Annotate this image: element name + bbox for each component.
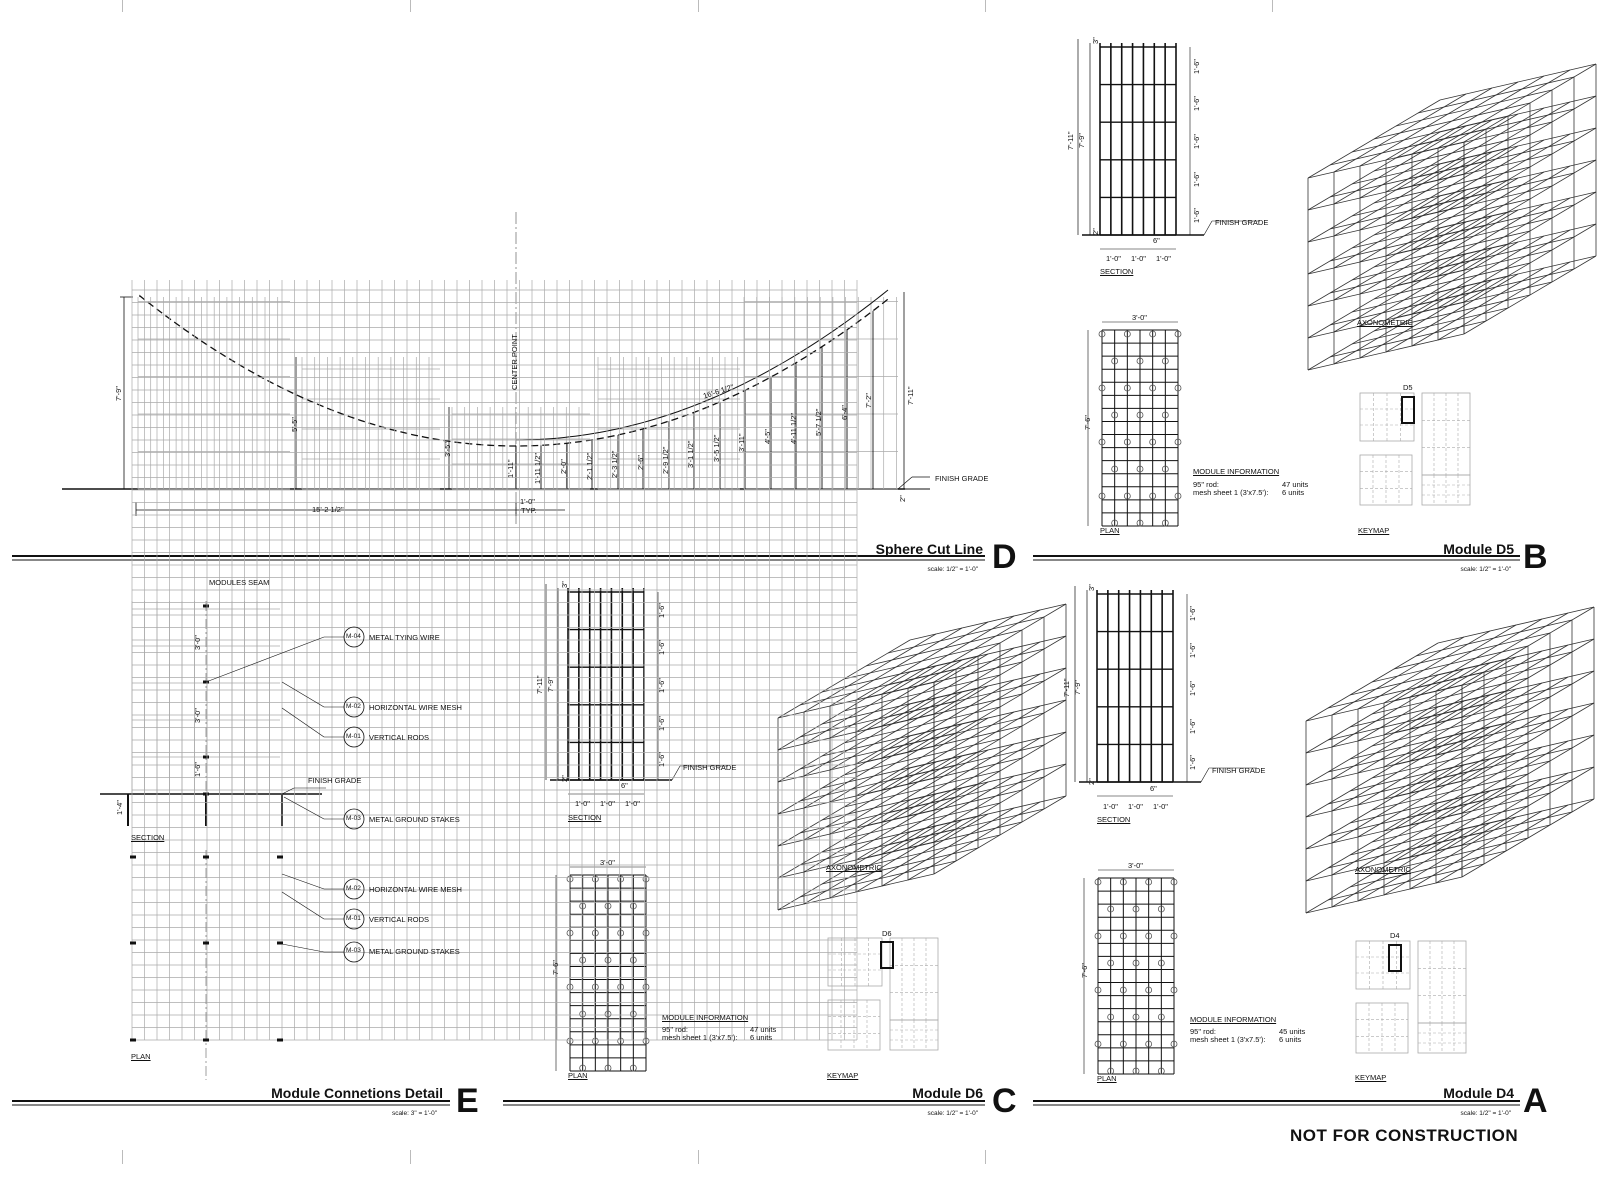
d5-section-leader [1204, 221, 1212, 235]
d6-overall-height: 7'-11" [535, 675, 544, 694]
d5-width-2: 1'-0" [1131, 254, 1146, 263]
d6-spacing-4: 1'-6" [657, 716, 666, 731]
d5-keymap-label: KEYMAP [1358, 526, 1390, 535]
d6-axo-line [778, 640, 910, 718]
d4-finish-grade: FINISH GRADE [1212, 766, 1266, 775]
typical-spacing: 1'-0" [520, 497, 535, 506]
d4-axo-line [1332, 669, 1464, 747]
panel-d-title: Sphere Cut Line [875, 541, 983, 557]
d6-axo-line [804, 730, 936, 808]
d6-plan-width: 3'-0" [600, 858, 615, 867]
d5-axo-line [1386, 242, 1518, 320]
d4-axo-line [1332, 637, 1464, 715]
d4-axo-line [1358, 759, 1490, 837]
finish-grade-label: FINISH GRADE [935, 474, 989, 483]
d4-axo-line [1436, 677, 1568, 755]
callout-leader [282, 874, 324, 889]
bottom-offset: 2" [898, 495, 907, 502]
e-section-label: SECTION [131, 833, 165, 842]
d4-axo-line [1410, 811, 1542, 889]
d4-spacing-2: 1'-6" [1188, 643, 1197, 658]
d6-axo-line [778, 768, 910, 846]
d5-spacing-3: 1'-6" [1192, 134, 1201, 149]
d5-axo-line [1360, 88, 1492, 166]
d5-axo-line [1412, 108, 1544, 186]
d4-info-item-1: 95" rod: [1190, 1027, 1217, 1036]
panel-a-letter: A [1523, 1082, 1548, 1120]
panel-c-title: Module D6 [912, 1085, 983, 1101]
callout-tag-m04: M-04 [346, 633, 361, 640]
right-height-dimension: 7'-11" [906, 386, 915, 405]
panel-c-scale: scale: 1/2" = 1'-0" [927, 1110, 978, 1117]
d4-width-2: 1'-0" [1128, 802, 1143, 811]
rod-height-4: 2'-1 1/2" [585, 452, 594, 480]
d5-overall-height: 7'-11" [1066, 131, 1075, 150]
callout-leader [282, 944, 324, 952]
d6-axo-line [856, 814, 988, 892]
d5-spacing-4: 1'-6" [1192, 172, 1201, 187]
d4-plan-width: 3'-0" [1128, 861, 1143, 870]
rod-height-6: 2'-6" [636, 455, 645, 470]
panel-b-title: Module D5 [1443, 541, 1514, 557]
not-for-construction-stamp: NOT FOR CONSTRUCTION [1290, 1126, 1519, 1145]
d4-axo-line [1384, 625, 1516, 703]
d6-axo-line [908, 738, 1040, 816]
panel-e-letter: E [456, 1082, 479, 1120]
d4-axo-line [1410, 715, 1542, 793]
d6-axo-line [856, 782, 988, 860]
d5-axo-line [1308, 292, 1440, 370]
d5-info-qty-1: 47 units [1282, 480, 1309, 489]
d6-width-1: 1'-0" [575, 799, 590, 808]
d5-axo-line [1438, 102, 1570, 180]
d6-key-tag: D6 [882, 929, 892, 938]
panel-c-letter: C [992, 1082, 1017, 1120]
d4-axo-line [1306, 739, 1438, 817]
d4-inner-dim: 6" [1150, 784, 1157, 793]
rod-height-2: 1'-11 1/2" [533, 452, 542, 484]
d5-axo-line [1334, 222, 1466, 300]
d5-spacing-5: 1'-6" [1192, 208, 1201, 223]
d6-info-item-2: mesh sheet 1 (3'x7.5'): [662, 1033, 738, 1042]
d4-info-qty-1: 45 units [1279, 1027, 1306, 1036]
d4-axo-line [1436, 741, 1568, 819]
d5-axonometric-label: AXONOMETRIC [1357, 318, 1413, 327]
leader [282, 788, 294, 794]
e-finish-grade: FINISH GRADE [308, 776, 362, 785]
d5-axo-line [1386, 178, 1518, 256]
d4-axo-line [1384, 689, 1516, 767]
d5-plan-label: PLAN [1100, 526, 1120, 535]
rod-height-15: 7'-2" [864, 393, 873, 408]
panel-b-letter: B [1523, 538, 1548, 576]
rod-height-12: 4'-11 1/2" [789, 412, 798, 444]
d5-plan-height: 7'-6" [1083, 415, 1092, 430]
d4-axo-line [1410, 651, 1542, 729]
d5-axo-line [1412, 268, 1544, 346]
d4-module-info-heading: MODULE INFORMATION [1190, 1015, 1277, 1024]
d5-axo-line [1412, 204, 1544, 282]
rod-height-14: 6'-4" [840, 405, 849, 420]
step-height-2: 3'-5" [443, 442, 452, 457]
d5-info-item-1: 95" rod: [1193, 480, 1220, 489]
d6-axo-line [882, 648, 1014, 726]
d6-key-highlight [881, 942, 893, 968]
panel-d-scale: scale: 1/2" = 1'-0" [927, 566, 978, 573]
d5-axo-line [1386, 114, 1518, 192]
d6-axo-line [882, 680, 1014, 758]
d4-axo-line [1306, 643, 1438, 721]
d6-module-info-heading: MODULE INFORMATION [662, 1013, 749, 1022]
d6-axo-line [856, 718, 988, 796]
d4-axo-line [1332, 733, 1464, 811]
d4-axo-line [1332, 797, 1464, 875]
d4-axo-line [1410, 747, 1542, 825]
d6-axo-line [882, 744, 1014, 822]
d4-axo-line [1358, 823, 1490, 901]
d5-inner-dim: 6" [1153, 236, 1160, 245]
d5-axo-line [1386, 146, 1518, 224]
leader [898, 477, 912, 489]
d4-section-label: SECTION [1097, 815, 1131, 824]
d4-axo-line [1358, 695, 1490, 773]
d4-axo-line [1384, 785, 1516, 863]
d5-axo-line [1386, 210, 1518, 288]
panel-e-title: Module Connetions Detail [271, 1085, 443, 1101]
d5-axo-line [1308, 228, 1440, 306]
d6-axo-line [830, 788, 962, 866]
d5-module-info-heading: MODULE INFORMATION [1193, 467, 1280, 476]
d6-axo-line [804, 762, 936, 840]
step-height-1: 5'-5" [290, 417, 299, 432]
e-plan-label: PLAN [131, 1052, 151, 1061]
d6-axo-line [908, 610, 1040, 688]
d4-info-item-2: mesh sheet 1 (3'x7.5'): [1190, 1035, 1266, 1044]
rod-height-9: 3'-5 1/2" [712, 434, 721, 462]
e-stake-dim: 1'-4" [115, 800, 124, 815]
d4-axo-line [1332, 701, 1464, 779]
d4-keymap-label: KEYMAP [1355, 1073, 1387, 1082]
d6-spacing-5: 1'-6" [657, 752, 666, 767]
rod-height-1: 1'-11" [506, 459, 515, 478]
d5-width-3: 1'-0" [1156, 254, 1171, 263]
d6-axo-line [882, 808, 1014, 886]
e-lower-dim: 1'-6" [193, 762, 202, 777]
d5-width-1: 1'-0" [1106, 254, 1121, 263]
d6-axo-line [908, 642, 1040, 720]
modules-seam-label: MODULES SEAM [209, 578, 270, 587]
d6-axo-line [908, 770, 1040, 848]
d6-axo-line [830, 660, 962, 738]
d5-axo-line [1308, 100, 1440, 178]
panel-d-letter: D [992, 538, 1017, 576]
d5-key-tag: D5 [1403, 383, 1413, 392]
d6-spacing-2: 1'-6" [657, 640, 666, 655]
d6-axo-line [908, 706, 1040, 784]
rod-height-5: 2'-3 1/2" [610, 450, 619, 478]
d6-keymap-label: KEYMAP [827, 1071, 859, 1080]
callout-leader [282, 708, 324, 737]
d4-plan-label: PLAN [1097, 1074, 1117, 1083]
callout-text-tying-wire: METAL TYING WIRE [369, 633, 440, 642]
panel-a-title: Module D4 [1443, 1085, 1514, 1101]
d6-bottom-offset: 2" [560, 775, 569, 782]
d5-top-offset: 3" [1091, 37, 1100, 44]
span-dimension: 15'-2 1/2" [312, 505, 344, 514]
d4-axo-line [1332, 765, 1464, 843]
callout-text-ground-stakes: METAL GROUND STAKES [369, 815, 460, 824]
d4-axo-line [1358, 663, 1490, 741]
d4-axo-line [1436, 645, 1568, 723]
d4-width-1: 1'-0" [1103, 802, 1118, 811]
d4-axo-line [1306, 707, 1438, 785]
callout-leader [282, 682, 324, 707]
rod-height-13: 5'-7 1/2" [814, 408, 823, 436]
d4-info-qty-2: 6 units [1279, 1035, 1302, 1044]
d6-axo-line [830, 820, 962, 898]
d4-axo-line [1436, 709, 1568, 787]
radius-dimension: 16'-6 1/2" [702, 382, 735, 401]
d5-axo-line [1334, 158, 1466, 236]
d5-axo-line [1360, 248, 1492, 326]
callout-leader [284, 797, 324, 819]
d4-key-highlight [1389, 945, 1401, 971]
d6-section-label: SECTION [568, 813, 602, 822]
d5-plan-width: 3'-0" [1132, 313, 1147, 322]
d4-axo-line [1384, 657, 1516, 735]
d6-spacing-1: 1'-6" [657, 603, 666, 618]
d6-axo-line [856, 622, 988, 700]
d5-axo-line [1360, 120, 1492, 198]
d5-axo-line [1412, 140, 1544, 218]
callout-text-vertical-rods: VERTICAL RODS [369, 733, 430, 742]
d5-axo-line [1308, 164, 1440, 242]
d5-axo-line [1334, 190, 1466, 268]
d5-bottom-offset: 2" [1091, 228, 1100, 235]
d6-axo-line [778, 672, 910, 750]
plan-callout-wire-mesh: HORIZONTAL WIRE MESH [369, 885, 462, 894]
d5-axo-line [1334, 126, 1466, 204]
d6-axo-line [804, 794, 936, 872]
d4-axo-line [1306, 771, 1438, 849]
d4-axo-line [1306, 835, 1438, 913]
d6-top-offset: 3" [560, 581, 569, 588]
rod-height-8: 3'-1 1/2" [686, 440, 695, 468]
d5-axo-line [1386, 82, 1518, 160]
d5-spacing-2: 1'-6" [1192, 96, 1201, 111]
d5-axo-line [1386, 274, 1518, 352]
d4-axo-line [1410, 779, 1542, 857]
d5-section-label: SECTION [1100, 267, 1134, 276]
d5-axo-line [1308, 132, 1440, 210]
d4-axo-line [1436, 773, 1568, 851]
d6-axo-line [882, 776, 1014, 854]
d4-top-offset: 3" [1087, 584, 1096, 591]
d4-axo-line [1410, 619, 1542, 697]
d6-axo-line [856, 750, 988, 828]
plan-callout-vertical-rods: VERTICAL RODS [369, 915, 430, 924]
plan-callout-tag-m01: M-01 [346, 915, 361, 922]
rod-height-7: 2'-9 1/2" [661, 446, 670, 474]
d6-axo-line [882, 712, 1014, 790]
d5-axo-line [1412, 76, 1544, 154]
d5-axo-line [1438, 134, 1570, 212]
d4-overall-height: 7'-11" [1062, 678, 1071, 697]
d4-axonometric-label: AXONOMETRIC [1355, 865, 1411, 874]
d4-height: 7'-9" [1073, 680, 1082, 695]
d6-axo-line [830, 756, 962, 834]
d6-axo-line [830, 692, 962, 770]
d4-axo-line [1306, 675, 1438, 753]
d6-axo-line [778, 704, 910, 782]
callout-leader [206, 637, 324, 682]
d5-axo-line [1438, 166, 1570, 244]
d4-axo-line [1384, 817, 1516, 895]
d5-axo-line [1308, 196, 1440, 274]
d6-plan-height: 7'-6" [551, 960, 560, 975]
d4-key-tag: D4 [1390, 931, 1400, 940]
d5-axo-line [1438, 70, 1570, 148]
d6-axo-line [856, 654, 988, 732]
e-middle-dim: 3'-0" [193, 708, 202, 723]
d6-axo-line [908, 674, 1040, 752]
d6-axo-line [804, 634, 936, 712]
d5-axo-line [1360, 152, 1492, 230]
plan-callout-tag-m02: M-02 [346, 885, 361, 892]
d6-height: 7'-9" [546, 677, 555, 692]
d5-axo-line [1438, 230, 1570, 308]
panel-e-scale: scale: 3" = 1'-0" [391, 1110, 437, 1117]
d5-finish-grade: FINISH GRADE [1215, 218, 1269, 227]
d4-bottom-offset: 2" [1087, 778, 1096, 785]
d5-axo-line [1334, 94, 1466, 172]
d4-width-3: 1'-0" [1153, 802, 1168, 811]
panel-a-scale: scale: 1/2" = 1'-0" [1460, 1110, 1511, 1117]
panel-b-scale: scale: 1/2" = 1'-0" [1460, 566, 1511, 573]
d6-axonometric-label: AXONOMETRIC [826, 863, 882, 872]
d6-info-qty-1: 47 units [750, 1025, 777, 1034]
callout-tag-m01: M-01 [346, 733, 361, 740]
d4-axo-line [1436, 805, 1568, 883]
d6-info-qty-2: 6 units [750, 1033, 773, 1042]
d6-info-item-1: 95" rod: [662, 1025, 689, 1034]
d5-height: 7'-9" [1077, 133, 1086, 148]
callout-tag-m03: M-03 [346, 815, 361, 822]
d5-info-qty-2: 6 units [1282, 488, 1305, 497]
rod-height-11: 4'-5" [763, 429, 772, 444]
rod-height-3: 2'-0" [559, 459, 568, 474]
rod-height-10: 3'-11" [737, 433, 746, 452]
center-point-label: CENTER POINT [510, 334, 519, 390]
d6-plan-label: PLAN [568, 1071, 588, 1080]
d4-axo-line [1410, 683, 1542, 761]
d6-axo-line [882, 616, 1014, 694]
d5-axo-line [1438, 262, 1570, 340]
d4-spacing-1: 1'-6" [1188, 606, 1197, 621]
d6-axo-line [804, 698, 936, 776]
plan-callout-tag-m03: M-03 [346, 947, 361, 954]
d6-width-2: 1'-0" [600, 799, 615, 808]
d6-inner-dim: 6" [621, 781, 628, 790]
d4-spacing-5: 1'-6" [1188, 755, 1197, 770]
d6-axo-line [908, 802, 1040, 880]
d4-axo-line [1384, 753, 1516, 831]
d4-section-leader [1201, 768, 1209, 782]
typical-label: TYP. [521, 506, 537, 515]
d6-finish-grade: FINISH GRADE [683, 763, 737, 772]
left-height-dimension: 7'-9" [114, 386, 123, 401]
d4-axo-line [1436, 613, 1568, 691]
d4-axo-line [1358, 791, 1490, 869]
plan-callout-ground-stakes: METAL GROUND STAKES [369, 947, 460, 956]
d4-spacing-4: 1'-6" [1188, 719, 1197, 734]
callout-tag-m02: M-02 [346, 703, 361, 710]
d6-section-leader [672, 766, 680, 780]
d5-axo-line [1360, 216, 1492, 294]
d5-axo-line [1412, 236, 1544, 314]
d4-spacing-3: 1'-6" [1188, 681, 1197, 696]
callout-text-wire-mesh: HORIZONTAL WIRE MESH [369, 703, 462, 712]
d6-width-3: 1'-0" [625, 799, 640, 808]
d4-axo-line [1358, 631, 1490, 709]
d4-axo-line [1384, 721, 1516, 799]
d6-spacing-3: 1'-6" [657, 678, 666, 693]
d5-axo-line [1438, 198, 1570, 276]
d6-axo-line [856, 686, 988, 764]
d5-axo-line [1412, 172, 1544, 250]
d4-axo-line [1358, 727, 1490, 805]
d5-axo-line [1360, 184, 1492, 262]
d4-plan-height: 7'-6" [1080, 963, 1089, 978]
d5-key-highlight [1402, 397, 1414, 423]
d5-spacing-1: 1'-6" [1192, 59, 1201, 74]
e-upper-dim: 3'-0" [193, 635, 202, 650]
d5-info-item-2: mesh sheet 1 (3'x7.5'): [1193, 488, 1269, 497]
